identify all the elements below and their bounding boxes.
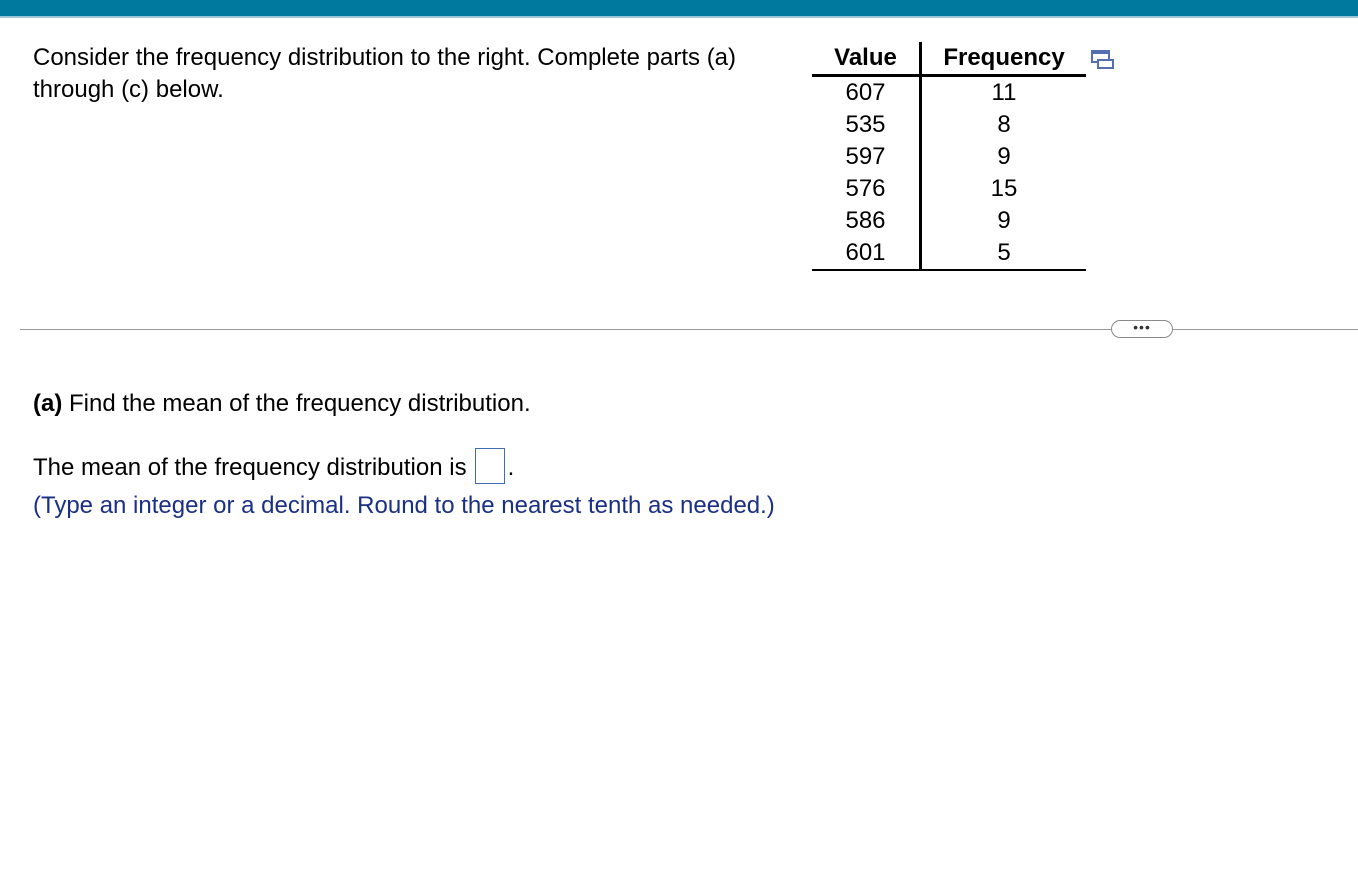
more-options-button[interactable]: ••• (1111, 320, 1173, 338)
mean-answer-input[interactable] (475, 448, 505, 484)
part-a-prompt (33, 388, 531, 420)
cell-frequency: 11 (991, 79, 1017, 106)
part-a-text: Find the mean of the frequency distribution. (69, 390, 531, 417)
table-row (812, 205, 1086, 237)
cell-frequency: 5 (921, 237, 1087, 270)
table-row (812, 76, 1086, 110)
answer-line (33, 450, 514, 487)
table-header-row (812, 42, 1086, 76)
table-row (812, 173, 1086, 205)
cell-value: 597 (812, 141, 921, 173)
cell-frequency: 9 (997, 143, 1011, 170)
table-row (812, 141, 1086, 173)
cell-frequency: 8 (997, 111, 1011, 138)
part-a-label: (a) (33, 390, 63, 417)
table-row (812, 109, 1086, 141)
frequency-table (812, 42, 1086, 271)
cell-value: 586 (812, 205, 921, 237)
answer-hint: (Type an integer or a decimal. Round to the nearest tenth as needed.) (33, 492, 775, 519)
answer-prefix: The mean of the frequency distribution is (33, 454, 467, 481)
top-bar (0, 0, 1358, 18)
header-frequency: Frequency (921, 42, 1087, 76)
question-text: Consider the frequency distribution to the right. Complete parts (a) through (c) below. (33, 44, 737, 103)
header-value: Value (812, 42, 921, 76)
cell-value: 601 (812, 237, 921, 270)
cell-frequency: 15 (990, 175, 1018, 202)
table-row (812, 237, 1086, 270)
cell-value: 607 (812, 76, 921, 110)
answer-suffix: . (507, 454, 515, 481)
copy-data-icon[interactable] (1090, 48, 1116, 70)
cell-value: 576 (812, 173, 921, 205)
cell-value: 535 (812, 109, 921, 141)
cell-frequency: 9 (997, 207, 1011, 234)
